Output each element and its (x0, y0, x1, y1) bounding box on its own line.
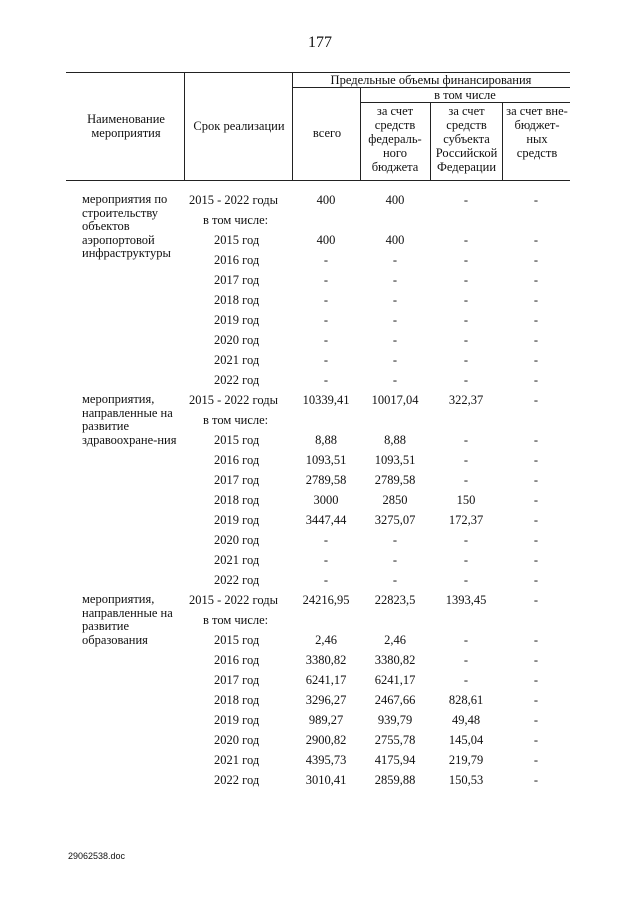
extra-value: - (533, 513, 539, 527)
federal-value: 3380,82 (374, 653, 416, 667)
federal-value: 4175,94 (374, 753, 416, 767)
header-total: всего (312, 126, 342, 140)
subject-value: 219,79 (448, 753, 484, 767)
federal-value: 2467,66 (374, 693, 416, 707)
total-value: 24216,95 (302, 593, 350, 607)
total-value: 3010,41 (305, 773, 347, 787)
period-year: 2019 год (214, 313, 260, 327)
period-year: 2021 год (214, 553, 260, 567)
period-year: 2018 год (214, 493, 260, 507)
total-value: 3296,27 (305, 693, 347, 707)
extra-value: - (533, 293, 539, 307)
extra-value: - (533, 773, 539, 787)
period-year: 2022 год (214, 373, 260, 387)
extra-value: - (533, 593, 539, 607)
extra-value: - (533, 453, 539, 467)
total-value: 3447,44 (305, 513, 347, 527)
subject-value: - (463, 573, 469, 587)
subject-value: - (463, 193, 469, 207)
extra-value: - (533, 673, 539, 687)
header-subject: за счет средств субъекта Российской Федерации (435, 104, 498, 174)
period-year: 2017 год (214, 273, 260, 287)
header-funding: Предельные объемы финансирования (330, 73, 532, 87)
federal-value: - (392, 573, 398, 587)
period-year: 2015 год (214, 433, 260, 447)
subject-value: - (463, 313, 469, 327)
federal-value: 2850 (382, 493, 408, 507)
header-period: Срок реализации (193, 119, 285, 133)
period-year: 2018 год (214, 693, 260, 707)
subject-value: 322,37 (448, 393, 484, 407)
subject-value: - (463, 353, 469, 367)
period-year: 2020 год (214, 733, 260, 747)
extra-value: - (533, 473, 539, 487)
period-year: 2020 год (214, 533, 260, 547)
federal-value: - (392, 253, 398, 267)
federal-value: 400 (385, 233, 405, 247)
header-federal: за счет средств федераль-ного бюджета (368, 104, 422, 174)
including-label: в том числе: (203, 213, 269, 227)
extra-value: - (533, 573, 539, 587)
subject-value: - (463, 553, 469, 567)
period-year: 2021 год (214, 753, 260, 767)
subject-value: - (463, 453, 469, 467)
header-including: в том числе (434, 88, 496, 102)
extra-value: - (533, 433, 539, 447)
total-value: 2789,58 (305, 473, 347, 487)
measure-name: мероприятия, направленные на развитие образования (82, 592, 173, 647)
subject-value: - (463, 653, 469, 667)
extra-value: - (533, 333, 539, 347)
period-year: 2016 год (214, 653, 260, 667)
measure-name: мероприятия по строительству объектов аэропортовой инфраструктуры (82, 192, 171, 260)
federal-value: 2,46 (384, 633, 406, 647)
federal-value: - (392, 293, 398, 307)
federal-value: - (392, 353, 398, 367)
extra-value: - (533, 733, 539, 747)
period-year: 2019 год (214, 713, 260, 727)
subject-value: 828,61 (448, 693, 484, 707)
total-value: 3000 (313, 493, 339, 507)
total-value: 3380,82 (305, 653, 347, 667)
period-year: 2022 год (214, 773, 260, 787)
subject-value: - (463, 633, 469, 647)
total-value: 400 (316, 193, 336, 207)
extra-value: - (533, 353, 539, 367)
federal-value: - (392, 553, 398, 567)
federal-value: 3275,07 (374, 513, 416, 527)
subject-value: 150,53 (448, 773, 484, 787)
subject-value: 49,48 (451, 713, 481, 727)
subject-value: - (463, 433, 469, 447)
total-value: 989,27 (308, 713, 344, 727)
page-number: 177 (308, 34, 332, 51)
period-year: 2022 год (214, 573, 260, 587)
total-value: - (323, 533, 329, 547)
federal-value: 2755,78 (374, 733, 416, 747)
subject-value: 150 (456, 493, 476, 507)
total-value: - (323, 253, 329, 267)
subject-value: - (463, 533, 469, 547)
extra-value: - (533, 533, 539, 547)
period-range: 2015 - 2022 годы (189, 193, 279, 207)
total-value: - (323, 313, 329, 327)
extra-value: - (533, 553, 539, 567)
extra-value: - (533, 233, 539, 247)
extra-value: - (533, 193, 539, 207)
including-label: в том числе: (203, 413, 269, 427)
period-year: 2017 год (214, 673, 260, 687)
federal-value: - (392, 533, 398, 547)
extra-value: - (533, 693, 539, 707)
total-value: - (323, 333, 329, 347)
period-year: 2017 год (214, 473, 260, 487)
period-year: 2015 год (214, 633, 260, 647)
period-year: 2018 год (214, 293, 260, 307)
federal-value: 1093,51 (374, 453, 416, 467)
total-value: - (323, 293, 329, 307)
subject-value: - (463, 253, 469, 267)
extra-value: - (533, 273, 539, 287)
total-value: 2900,82 (305, 733, 347, 747)
total-value: 10339,41 (302, 393, 350, 407)
total-value: 6241,17 (305, 673, 347, 687)
subject-value: - (463, 373, 469, 387)
measure-name: мероприятия, направленные на развитие здравоохране-ния (82, 392, 177, 447)
subject-value: 145,04 (448, 733, 484, 747)
period-range: 2015 - 2022 годы (189, 593, 279, 607)
federal-value: 8,88 (384, 433, 406, 447)
total-value: 1093,51 (305, 453, 347, 467)
federal-value: 400 (385, 193, 405, 207)
period-range: 2015 - 2022 годы (189, 393, 279, 407)
period-year: 2020 год (214, 333, 260, 347)
total-value: - (323, 273, 329, 287)
subject-value: - (463, 293, 469, 307)
total-value: - (323, 373, 329, 387)
period-year: 2015 год (214, 233, 260, 247)
federal-value: 10017,04 (371, 393, 419, 407)
extra-value: - (533, 633, 539, 647)
extra-value: - (533, 653, 539, 667)
period-year: 2016 год (214, 253, 260, 267)
subject-value: 172,37 (448, 513, 484, 527)
federal-value: - (392, 313, 398, 327)
federal-value: - (392, 273, 398, 287)
header-name: Наименование мероприятия (87, 112, 165, 140)
total-value: 8,88 (315, 433, 337, 447)
total-value: - (323, 573, 329, 587)
subject-value: - (463, 233, 469, 247)
total-value: 400 (316, 233, 336, 247)
extra-value: - (533, 753, 539, 767)
period-year: 2019 год (214, 513, 260, 527)
extra-value: - (533, 253, 539, 267)
total-value: 2,46 (315, 633, 337, 647)
subject-value: - (463, 473, 469, 487)
total-value: - (323, 553, 329, 567)
extra-value: - (533, 313, 539, 327)
subject-value: - (463, 273, 469, 287)
extra-value: - (533, 713, 539, 727)
footer-doc-id: 29062538.doc (68, 851, 126, 861)
including-label: в том числе: (203, 613, 269, 627)
federal-value: 939,79 (377, 713, 413, 727)
federal-value: 22823,5 (374, 593, 416, 607)
federal-value: - (392, 373, 398, 387)
subject-value: - (463, 673, 469, 687)
total-value: 4395,73 (305, 753, 347, 767)
period-year: 2016 год (214, 453, 260, 467)
period-year: 2021 год (214, 353, 260, 367)
extra-value: - (533, 393, 539, 407)
subject-value: 1393,45 (445, 593, 487, 607)
extra-value: - (533, 493, 539, 507)
federal-value: 6241,17 (374, 673, 416, 687)
total-value: - (323, 353, 329, 367)
subject-value: - (463, 333, 469, 347)
federal-value: 2859,88 (374, 773, 416, 787)
federal-value: 2789,58 (374, 473, 416, 487)
header-extra: за счет вне-бюджет-ных средств (506, 104, 568, 160)
federal-value: - (392, 333, 398, 347)
extra-value: - (533, 373, 539, 387)
